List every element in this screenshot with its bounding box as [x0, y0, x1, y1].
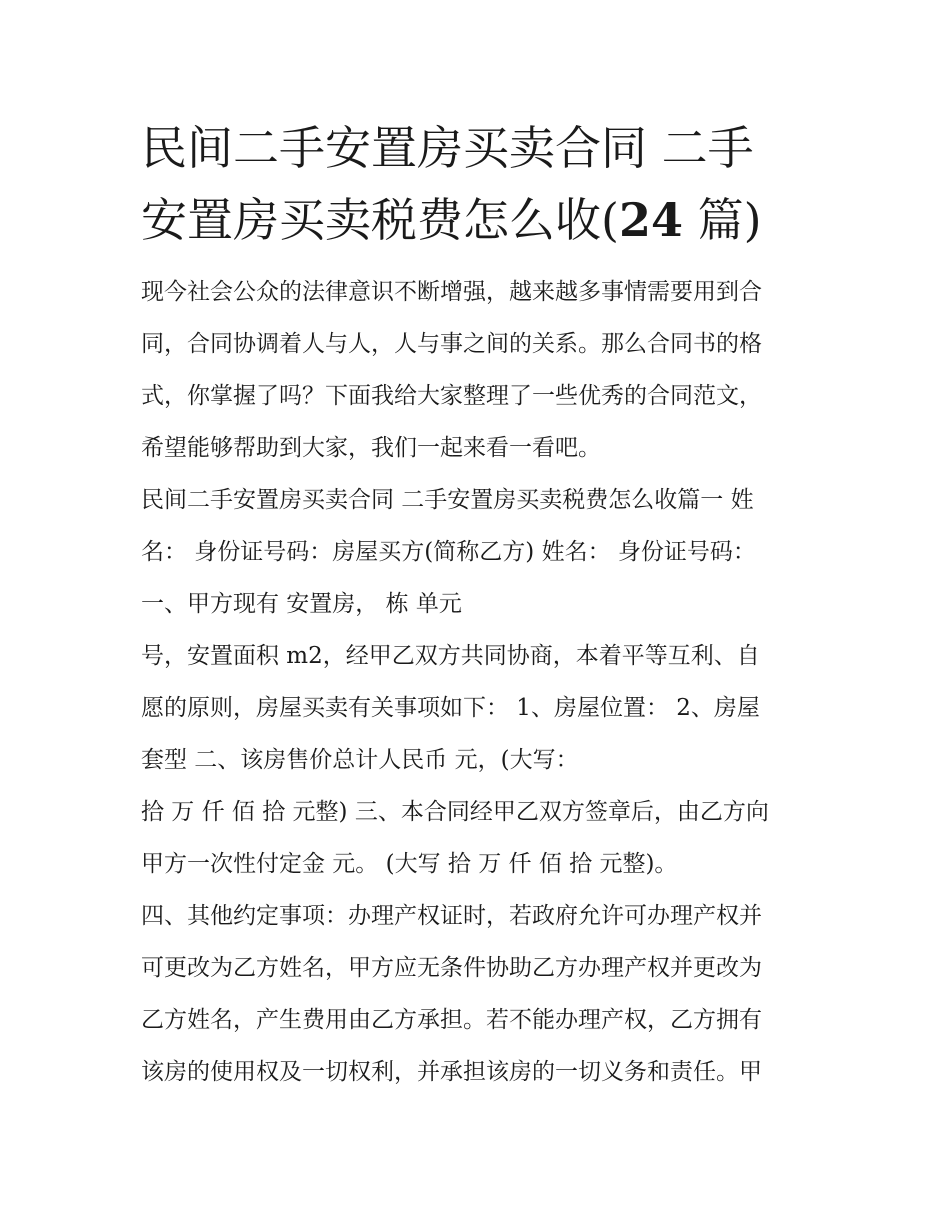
document-title — [141, 112, 813, 256]
title-count: 24 — [618, 193, 683, 247]
document-body — [141, 266, 813, 1098]
body-line: 该房的使用权及一切权利，并承担该房的一切义务和责任。甲 — [141, 1059, 762, 1085]
body-line: 式，你掌握了吗？下面我给大家整理了一些优秀的合同范文， — [141, 383, 762, 409]
body-line: 现今社会公众的法律意识不断增强，越来越多事情需要用到合 — [141, 279, 762, 305]
body-line: 名： 身份证号码：房屋买方(简称乙方) 姓名： 身份证号码： — [141, 539, 756, 565]
body-line: 民间二手安置房买卖合同 二手安置房买卖税费怎么收篇一 姓 — [141, 487, 754, 513]
body-line: 同，合同协调着人与人，人与事之间的关系。那么合同书的格 — [141, 331, 762, 357]
body-line: 一、甲方现有 安置房， 栋 单元 — [141, 591, 462, 617]
body-line: 愿的原则，房屋买卖有关事项如下： 1、房屋位置： 2、房屋 — [141, 695, 760, 721]
title-line-1: 民间二手安置房买卖合同 二手 — [141, 121, 754, 175]
document-page — [141, 112, 813, 1098]
body-line: 乙方姓名，产生费用由乙方承担。若不能办理产权，乙方拥有 — [141, 1007, 762, 1033]
title-line-2-text-a: 安置房买卖税费怎么收( — [141, 193, 619, 247]
body-line: 拾 万 仟 佰 拾 元整) 三、本合同经甲乙双方签章后，由乙方向 — [141, 799, 769, 825]
title-line-2-text-b: 篇) — [682, 193, 762, 247]
title-line-2 — [141, 184, 813, 256]
body-line: 四、其他约定事项：办理产权证时，若政府允许可办理产权并 — [141, 903, 762, 929]
body-line: 甲方一次性付定金 元。 (大写 拾 万 仟 佰 拾 元整)。 — [141, 851, 678, 877]
body-line: 希望能够帮助到大家，我们一起来看一看吧。 — [141, 435, 601, 461]
body-line: 可更改为乙方姓名，甲方应无条件协助乙方办理产权并更改为 — [141, 955, 762, 981]
body-line: 号，安置面积 m2，经甲乙双方共同协商，本着平等互利、自 — [141, 643, 760, 669]
body-line: 套型 二、该房售价总计人民币 元，(大写： — [141, 747, 579, 773]
